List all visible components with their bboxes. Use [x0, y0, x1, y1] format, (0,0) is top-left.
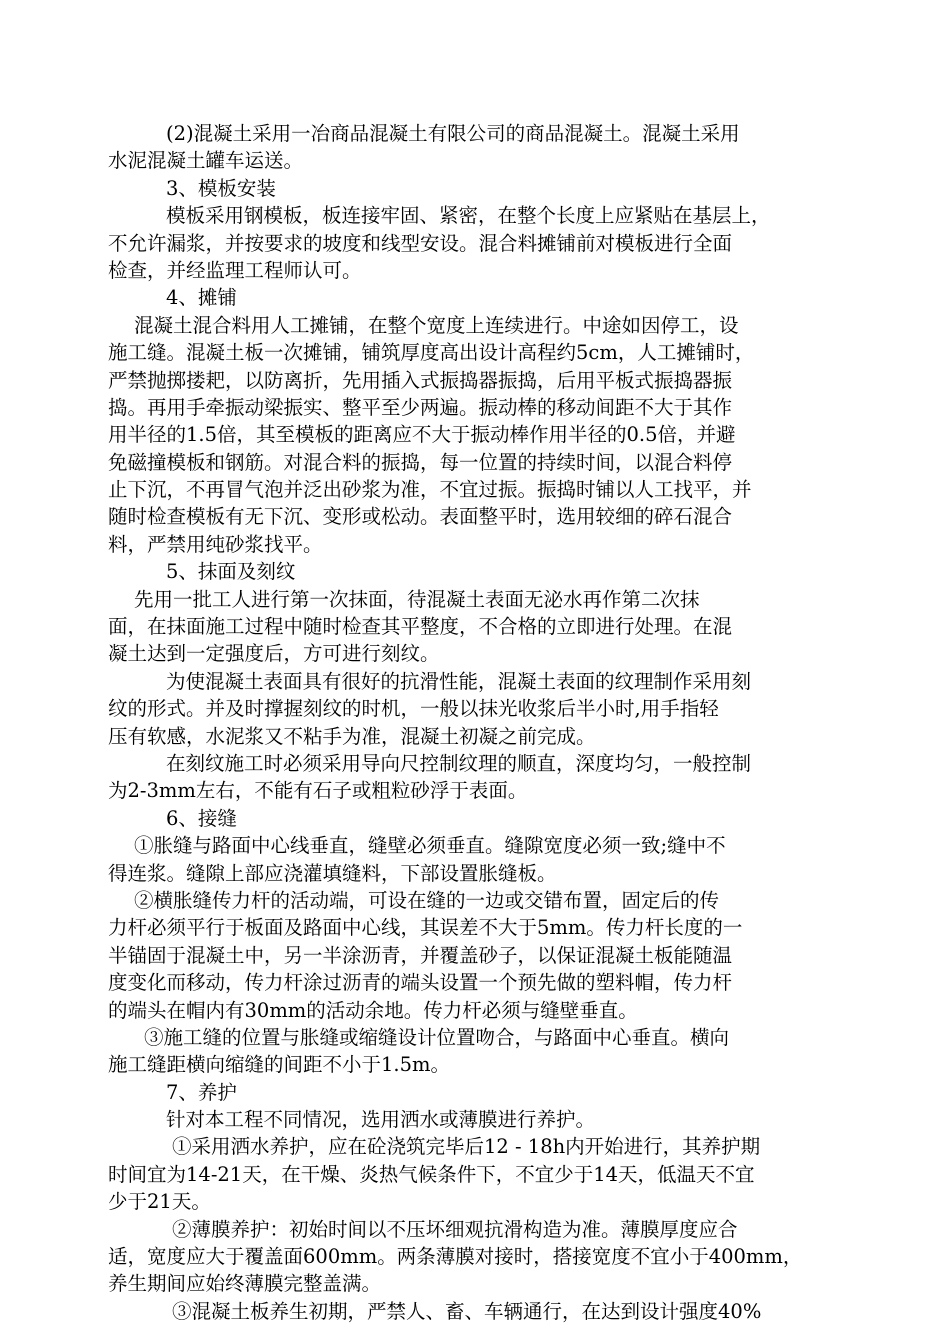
text-line: 捣。再用手牵振动梁振实、整平至少两遍。振动棒的移动间距不大于其作: [108, 395, 733, 419]
text-line: 料，严禁用纯砂浆找平。: [108, 532, 323, 556]
text-line: 6、接缝: [166, 806, 237, 830]
text-line: ①采用洒水养护，应在砼浇筑完毕后12 - 18h内开始进行，其养护期: [172, 1135, 761, 1159]
text-line: 力杆必须平行于板面及路面中心线，其误差不大于5mm。传力杆长度的一: [108, 916, 743, 940]
text-line: (2)混凝土采用一冶商品混凝土有限公司的商品混凝土。混凝土采用: [166, 122, 740, 145]
text-line: 严禁抛掷搂耙，以防离折，先用插入式振捣器振捣，后用平板式振捣器振: [108, 368, 733, 392]
text-line: 适，宽度应大于覆盖面600mm。两条薄膜对接时，搭接宽度不宜小于400mm，: [108, 1245, 803, 1269]
text-line: 针对本工程不同情况，选用洒水或薄膜进行养护。: [166, 1108, 596, 1132]
text-line: 为2-3mm左右，不能有石子或粗粒砂浮于表面。: [108, 779, 528, 803]
text-line: 为使混凝土表面具有很好的抗滑性能，混凝土表面的纹理制作采用刻: [166, 669, 752, 693]
text-line: 少于21天。: [108, 1190, 211, 1214]
text-line: 混凝土混合料用人工摊铺，在整个宽度上连续进行。中途如因停工，设: [134, 313, 739, 337]
text-line: 时间宜为14-21天，在干燥、炎热气候条件下，不宜少于14天，低温天不宜: [108, 1162, 755, 1186]
text-line: 随时检查模板有无下沉、变形或松动。表面整平时，选用较细的碎石混合: [108, 505, 733, 529]
text-line: 半锚固于混凝土中，另一半涂沥青，并覆盖砂子，以保证混凝土板能随温: [108, 943, 733, 967]
text-line: 在刻纹施工时必须采用导向尺控制纹理的顺直，深度均匀，一般控制: [166, 751, 752, 775]
text-line: ②薄膜养护：初始时间以不压坏细观抗滑构造为准。薄膜厚度应合: [172, 1217, 738, 1241]
text-line: 纹的形式。并及时撑握刻纹的时机，一般以抹光收浆后半小时,用手指轻: [108, 697, 719, 721]
text-line: 水泥混凝土罐车运送。: [108, 149, 304, 173]
text-line: 得连浆。缝隙上部应浇灌填缝料，下部设置胀缝板。: [108, 861, 557, 885]
text-line: 施工缝。混凝土板一次摊铺，铺筑厚度高出设计高程约5cm，人工摊铺时，: [108, 341, 755, 365]
text-line: 养生期间应始终薄膜完整盖满。: [108, 1272, 382, 1296]
document-page: [108, 120, 840, 1325]
text-line: ①胀缝与路面中心线垂直，缝壁必须垂直。缝隙宽度必须一致;缝中不: [134, 834, 726, 858]
text-line: 压有软感，水泥浆又不粘手为准，混凝土初凝之前完成。: [108, 724, 596, 748]
text-line: 3、模板安装: [166, 176, 276, 200]
text-line: 模板采用钢模板，板连接牢固、紧密，在整个长度上应紧贴在基层上，: [166, 204, 771, 228]
text-line: 4、摊铺: [166, 286, 237, 310]
text-line: 面，在抹面施工过程中随时检查其平整度，不合格的立即进行处理。在混: [108, 615, 733, 639]
text-line: 施工缝距横向缩缝的间距不小于1.5m。: [108, 1053, 451, 1077]
text-line: 5、抹面及刻纹: [166, 560, 296, 584]
text-line: ③施工缝的位置与胀缝或缩缝设计位置吻合，与路面中心垂直。横向: [144, 1025, 730, 1049]
text-line: 免磁撞模板和钢筋。对混合料的振捣，每一位置的持续时间，以混合料停: [108, 450, 733, 474]
text-line: 的端头在帽内有30mm的活动余地。传力杆必须与缝壁垂直。: [108, 998, 638, 1022]
text-line: 用半径的1.5倍，其至模板的距离应不大于振动棒作用半径的0.5倍，并避: [108, 423, 736, 447]
text-line: 7、养护: [166, 1080, 237, 1104]
text-line: 度变化而移动，传力杆涂过沥青的端头设置一个预先做的塑料帽，传力杆: [108, 971, 733, 995]
text-line: ②横胀缝传力杆的活动端，可设在缝的一边或交错布置，固定后的传: [134, 888, 720, 912]
text-line: 止下沉，不再冒气泡并泛出砂浆为准，不宜过振。振捣时铺以人工找平，并: [108, 478, 752, 502]
text-line: 不允许漏浆，并按要求的坡度和线型安设。混合料摊铺前对模板进行全面: [108, 231, 733, 255]
text-line: ③混凝土板养生初期，严禁人、畜、车辆通行，在达到设计强度40%: [172, 1299, 762, 1323]
text-line: 检查，并经监理工程师认可。: [108, 258, 362, 282]
text-line: 凝土达到一定强度后，方可进行刻纹。: [108, 642, 440, 666]
text-line: 先用一批工人进行第一次抹面，待混凝土表面无泌水再作第二次抹: [134, 587, 700, 611]
